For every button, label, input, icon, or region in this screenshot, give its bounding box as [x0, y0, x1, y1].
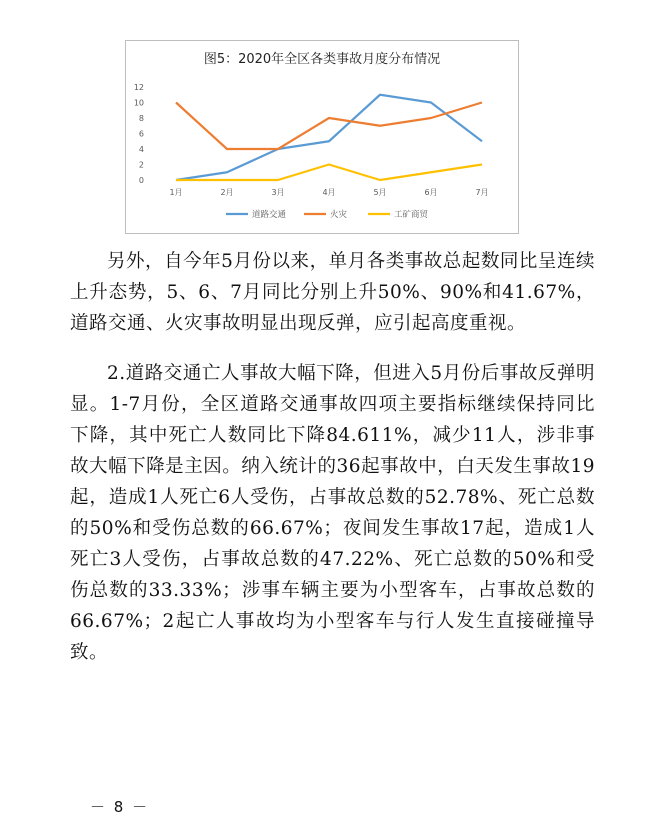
y-tick-label: 4 [138, 145, 144, 154]
legend-label: 火灾 [330, 210, 348, 220]
x-tick-label: 5月 [373, 188, 387, 197]
y-tick-label: 2 [138, 160, 144, 170]
y-tick-label: 12 [133, 83, 144, 92]
x-tick-label: 7月 [475, 188, 489, 197]
x-tick-label: 6月 [424, 188, 438, 197]
line-chart [126, 41, 518, 233]
x-tick-label: 3月 [271, 188, 285, 197]
x-tick-label: 1月 [169, 188, 183, 197]
y-tick-label: 0 [138, 176, 144, 185]
legend-label: 工矿商贸 [394, 210, 429, 220]
body-paragraph-2: 2.道路交通亡人事故大幅下降，但进入5月份后事故反弹明显。1-7月份，全区道路交通事故四项主要指标继续保持同比下降，其中死亡人数同比下降84.611%，减少11人，涉非事故大幅下降是主因。纳入统计的36起事故中，白天发生事故19起，造成1人死亡6人受伤，占事故总数的52.78%、死亡总数的50%和受伤总数的66.67%；夜间发生事故17起，造成1人死亡3人受伤，占事故总数的47.22%、死亡总数的50%和受伤总数的33.33%；涉事车辆主要为小型客车，占事故总数的66.67%；2起亡人事故均为小型客车与行人发生直接碰撞导致。 [70, 363, 595, 663]
y-tick-label: 8 [138, 114, 144, 123]
legend-label: 道路交通 [252, 210, 287, 220]
body-paragraph-1: 另外，自今年5月份以来，单月各类事故总起数同比呈连续上升态势，5、6、7月同比分别上升50%、90%和41.67%，道路交通、火灾事故明显出现反弹，应引起高度重视。 [70, 251, 595, 334]
page-number: － 8 － [90, 798, 150, 816]
y-tick-label: 6 [138, 129, 144, 139]
x-tick-label: 2月 [220, 188, 234, 197]
y-tick-label: 10 [133, 98, 144, 108]
chart-title: 图5：2020年全区各类事故月度分布情况 [203, 52, 441, 67]
chart-container [125, 40, 519, 234]
series-line-0 [176, 95, 482, 180]
x-tick-label: 4月 [322, 188, 336, 197]
